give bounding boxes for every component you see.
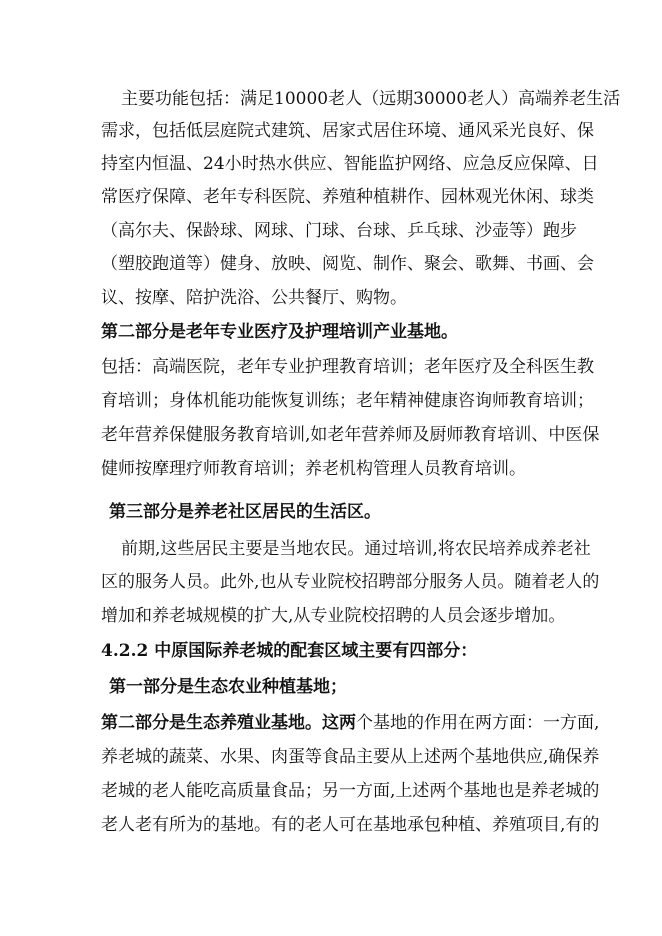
heading-part3-residents: 第三部分是养老社区居民的生活区。 [109,502,381,522]
residents-line-3: 增加和养老城规模的扩大,从专业院校招聘的人员会逐步增加。 [101,606,566,626]
heading-part2-medical: 第二部分是老年专业医疗及护理培训产业基地。 [101,322,458,342]
residents-line-2: 区的服务人员。此外,也从专业院校招聘部分服务人员。随着老人的 [101,572,600,592]
section-heading-4-2-2: 4.2.2 中原国际养老城的配套区域主要有四部分： [101,641,478,661]
heading-part1-agriculture: 第一部分是生态农业种植基地； [109,677,347,697]
functions-line-7: 议、按摩、陪护洗浴、公共餐厅、购物。 [101,288,407,308]
medical-line-2: 育培训；身体机能功能恢复训练；老年精神健康咨询师教育培训； [101,391,594,411]
residents-line-1: 前期,这些居民主要是当地农民。通过培训,将农民培养成养老社 [121,539,591,559]
breeding-line-4: 老人老有所为的基地。有的老人可在基地承包种植、养殖项目,有的 [101,815,600,835]
functions-line-4: 常医疗保障、老年专科医院、养殖种植耕作、园林观光休闲、球类 [101,187,594,207]
functions-line-6: （塑胶跑道等）健身、放映、阅览、制作、聚会、歌舞、书画、会 [101,254,594,274]
functions-line-3: 持室内恒温、24小时热水供应、智能监护网络、应急反应保障、日 [101,154,599,174]
medical-line-3: 老年营养保健服务教育培训,如老年营养师及厨师教育培训、中医保 [101,425,600,445]
breeding-first-line-rest: 个基地的作用在两方面：一方面, [356,713,600,733]
medical-line-4: 健师按摩理疗师教育培训；养老机构管理人员教育培训。 [101,459,526,479]
breeding-line-2: 养老城的蔬菜、水果、肉蛋等食品主要从上述两个基地供应,确保养 [101,747,600,767]
breeding-line-1 [101,712,600,734]
functions-line-2: 需求，包括低层庭院式建筑、居家式居住环境、通风采光良好、保 [101,121,594,141]
medical-line-1: 包括：高端医院，老年专业护理教育培训；老年医疗及全科医生教 [101,357,594,377]
functions-line-5: （高尔夫、保龄球、网球、门球、台球、乒乓球、沙壶等）跑步 [101,221,577,241]
breeding-line-3: 老城的老人能吃高质量食品；另一方面,上述两个基地也是养老城的 [101,781,600,801]
functions-line-1: 主要功能包括：满足10000老人（远期30000老人）高端养老生活 [121,89,621,109]
breeding-lead-bold: 第二部分是生态养殖业基地。这两 [101,713,356,733]
